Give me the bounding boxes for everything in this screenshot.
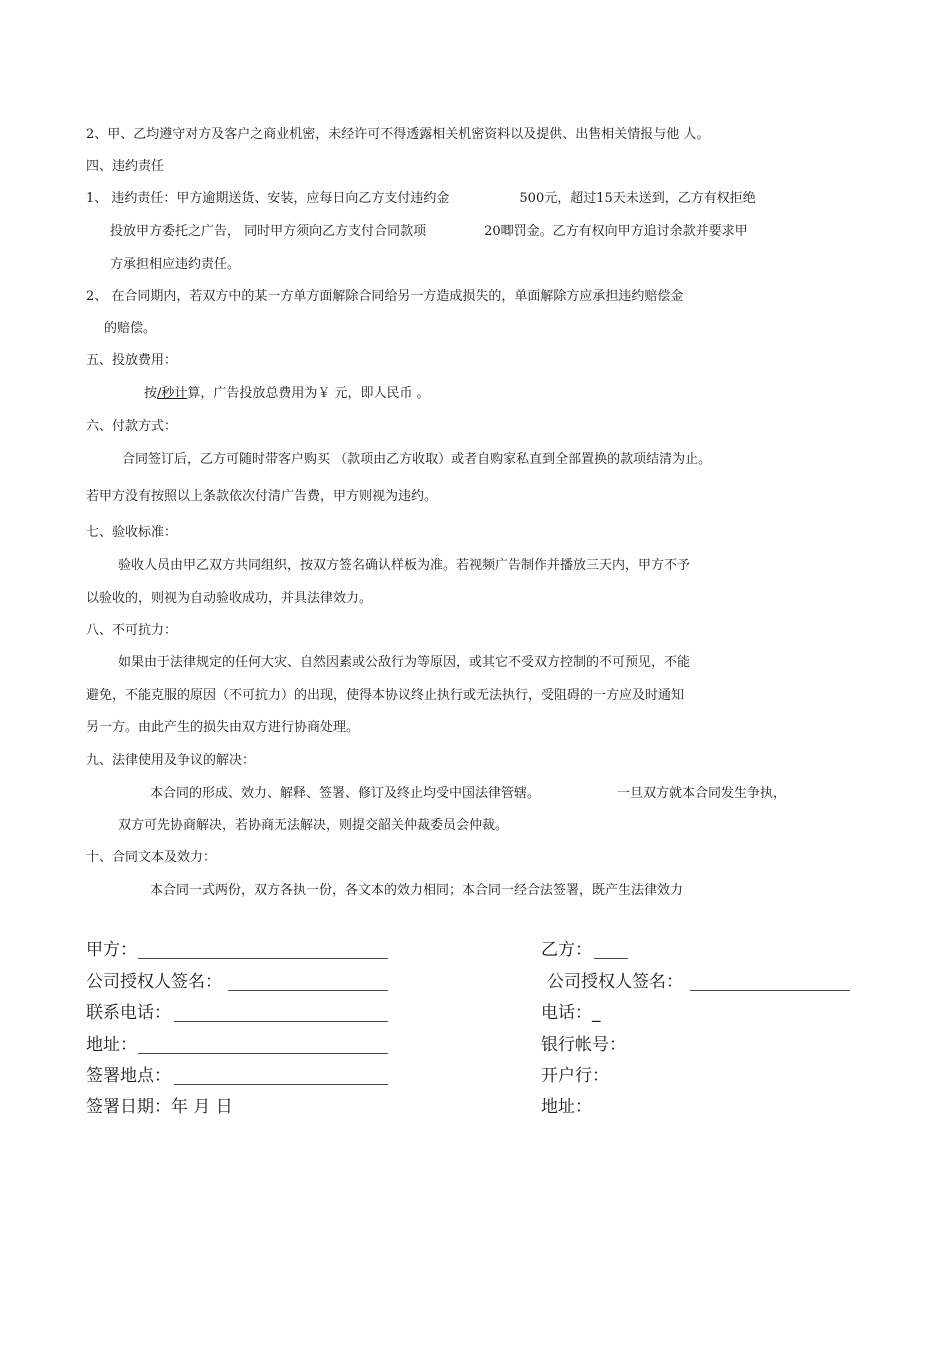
breach-clause-1-cont: 投放甲方委托之广告， 同时甲方须向乙方支付合同款项 20唧罚金。乙方有权向甲方追讨余款并要求甲 bbox=[110, 224, 748, 239]
opening-bank-label: 开户行： bbox=[541, 1066, 609, 1086]
party-a-label: 甲方： bbox=[86, 940, 137, 960]
party-b-auth-label: 公司授权人签名： bbox=[547, 972, 683, 992]
confidentiality-clause: 2、甲、乙均遵守对方及客户之商业机密，未经许可不得透露相关机密资料以及提供、出售相关情报与他 人。 bbox=[86, 127, 710, 142]
party-a-blank[interactable] bbox=[138, 958, 388, 959]
party-a-phone-blank[interactable] bbox=[174, 1021, 388, 1022]
section-heading-law: 九、法律使用及争议的解决： bbox=[86, 753, 256, 768]
acceptance-clause: 验收人员由甲乙双方共同组织，按双方签名确认样板为准。若视频广告制作并播放三天内，甲方不予 bbox=[118, 558, 691, 573]
breach-clause-1-end: 方承担相应违约责任。 bbox=[110, 257, 241, 272]
section-heading-payment: 六、付款方式： bbox=[86, 419, 178, 434]
bank-account-label: 银行帐号： bbox=[541, 1035, 626, 1055]
force-majeure-clause-end: 另一方。由此产生的损失由双方进行协商处理。 bbox=[86, 720, 360, 735]
payment-default-clause: 若甲方没有按照以上条款依次付清广告费，甲方则视为违约。 bbox=[86, 489, 438, 504]
party-a-address-label: 地址： bbox=[86, 1035, 137, 1055]
breach-clause-1: 1、 违约责任：甲方逾期送货、安装，应每日向乙方支付违约金 500元，超过15天未送到，乙方有权拒绝 bbox=[86, 191, 756, 206]
breach-clause-2-end: 的赔偿。 bbox=[104, 321, 157, 336]
party-b-label: 乙方： bbox=[541, 940, 592, 960]
party-a-auth-label: 公司授权人签名： bbox=[86, 972, 222, 992]
party-a-address-blank[interactable] bbox=[138, 1053, 388, 1054]
law-clause-cont: 双方可先协商解决，若协商无法解决，则提交韶关仲裁委员会仲裁。 bbox=[118, 818, 509, 833]
party-b-auth-blank[interactable] bbox=[690, 990, 850, 991]
party-b-address-label: 地址： bbox=[541, 1097, 592, 1117]
party-b-phone-label: 电话：_ bbox=[541, 1003, 601, 1023]
sign-place-blank[interactable] bbox=[174, 1084, 388, 1085]
party-a-phone-label: 联系电话： bbox=[86, 1003, 171, 1023]
breach-clause-2: 2、 在合同期内，若双方中的某一方单方面解除合同给另一方造成损失的，单面解除方应承担违约赔偿金 bbox=[86, 289, 684, 304]
sign-place-label: 签署地点： bbox=[86, 1066, 171, 1086]
party-a-auth-blank[interactable] bbox=[228, 990, 388, 991]
force-majeure-clause-cont: 避免，不能克服的原因（不可抗力）的出现，使得本协议终止执行或无法执行，受阻碍的一方应及时通知 bbox=[86, 688, 685, 703]
payment-clause: 合同签订后，乙方可随时带客户购买 （款项由乙方收取）或者自购家私直到全部置换的款项结清为止。 bbox=[122, 452, 712, 467]
section-heading-text-validity: 十、合同文本及效力： bbox=[86, 850, 217, 865]
party-b-blank[interactable] bbox=[594, 958, 628, 959]
sign-date-label: 签署日期：年 月 日 bbox=[86, 1097, 233, 1117]
section-heading-acceptance: 七、验收标准： bbox=[86, 525, 178, 540]
law-clause: 本合同的形成、效力、解释、签署、修订及终止均受中国法律管辖。 一旦双方就本合同发生争执， bbox=[150, 786, 787, 801]
force-majeure-clause: 如果由于法律规定的任何大灾、自然因素或公敌行为等原因，或其它不受双方控制的不可预见，不能 bbox=[118, 655, 691, 670]
fee-clause: 按/秒计算，广告投放总费用为￥ 元，即人民币 。 bbox=[144, 386, 430, 401]
section-heading-force-majeure: 八、不可抗力： bbox=[86, 623, 178, 638]
acceptance-clause-cont: 以验收的，则视为自动验收成功，并具法律效力。 bbox=[86, 591, 373, 606]
section-heading-breach: 四、违约责任 bbox=[86, 159, 165, 174]
section-heading-fee: 五、投放费用： bbox=[86, 353, 178, 368]
text-validity-clause: 本合同一式两份，双方各执一份，各文本的效力相同；本合同一经合法签署，既产生法律效力 bbox=[150, 883, 684, 898]
